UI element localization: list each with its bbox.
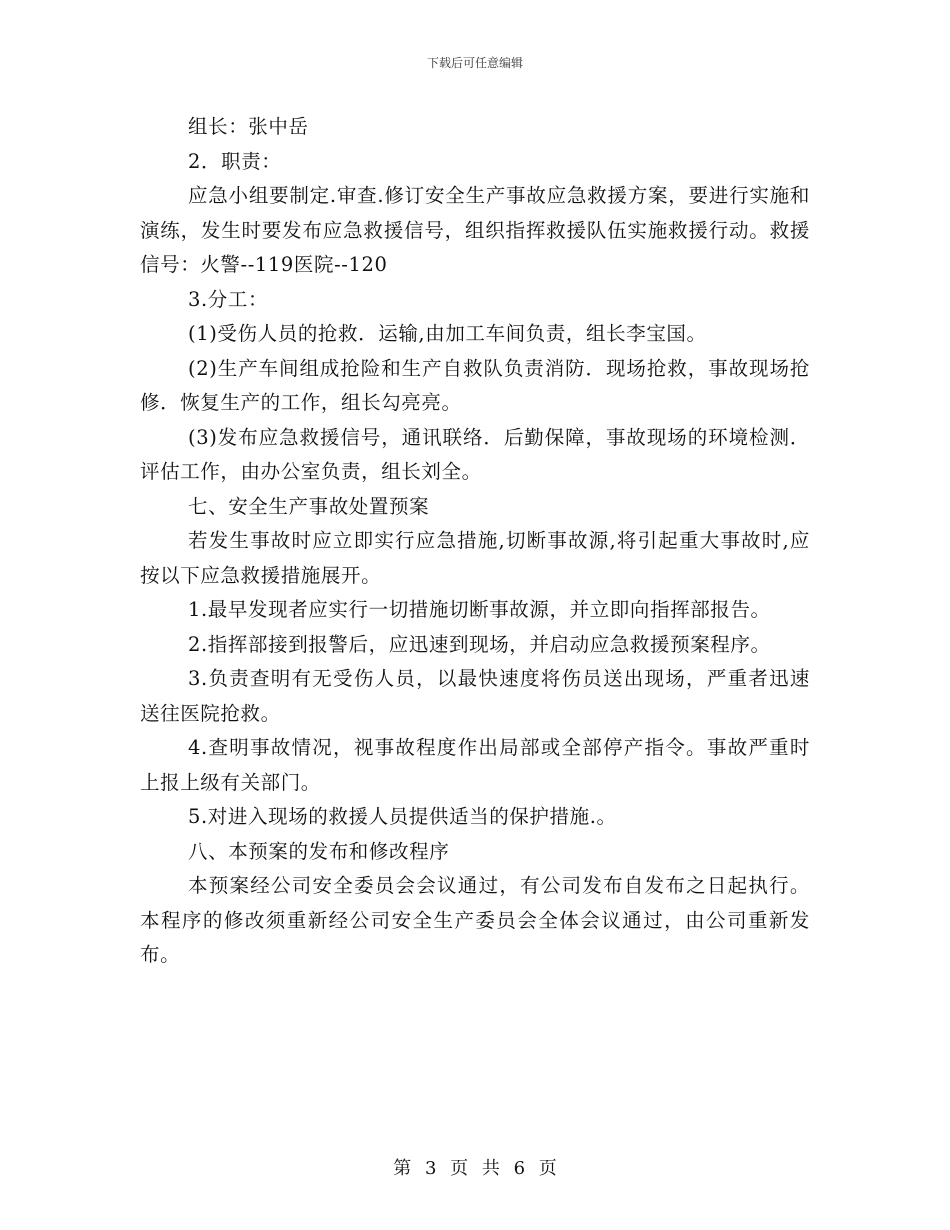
paragraph-duties-body: 应急小组要制定.审查.修订安全生产事故应急救援方案，要进行实施和演练，发生时要发布应急救援信号，组织指挥救援队伍实施救援行动。救援信号：火警--119医院--120 [140,184,810,276]
section-heading-8: 八、本预案的发布和修改程序 [188,839,450,863]
page-label-mid1: 页 [450,1158,469,1179]
page-footer [0,1154,950,1180]
page-total-number: 6 [513,1158,526,1179]
paragraph-step-5: 5.对进入现场的救援人员提供适当的保护措施.。 [188,805,617,828]
document-body [140,110,810,973]
section-heading-7: 七、安全生产事故处置预案 [188,494,430,518]
paragraph-step-1: 1.最早发现者应实行一切措施切断事故源，并立即向指挥部报告。 [188,598,771,621]
page-label-mid2: 共 [481,1158,500,1179]
paragraph-duties-heading: 2．职责： [188,149,282,173]
paragraph-division-item-2: (2)生产车间组成抢险和生产自救队负责消防．现场抢救，事故现场抢修．恢复生产的工作，组长勾亮亮。 [140,356,810,414]
page-current-number: 3 [424,1158,437,1179]
paragraph-section-8-body: 本预案经公司安全委员会会议通过，有公司发布自发布之日起执行。本程序的修改须重新经公司安全生产委员会全体会议通过，由公司重新发布。 [140,874,810,966]
paragraph-section-7-intro: 若发生事故时应立即实行应急措施,切断事故源,将引起重大事故时,应按以下应急救援措施展开。 [140,529,810,587]
page-label-prefix: 第 [393,1158,412,1179]
paragraph-division-item-1: (1)受伤人员的抢救．运输,由加工车间负责，组长李宝国。 [188,322,707,345]
paragraph-step-3: 3.负责查明有无受伤人员，以最快速度将伤员送出现场，严重者迅速送往医院抢救。 [140,667,810,725]
paragraph-division-item-3: (3)发布应急救援信号，通讯联络．后勤保障，事故现场的环境检测．评估工作，由办公室负责，组长刘全。 [140,425,810,483]
page-label-suffix: 页 [538,1158,557,1179]
paragraph-team-leader: 组长：张中岳 [188,115,309,138]
paragraph-step-4: 4.查明事故情况，视事故程度作出局部或全部停产指令。事故严重时上报上级有关部门。 [140,736,810,794]
paragraph-step-2: 2.指挥部接到报警后，应迅速到现场，并启动应急救援预案程序。 [188,632,771,656]
paragraph-division-heading: 3.分工： [188,287,269,311]
page-header: 下载后可任意编辑 [426,56,523,70]
